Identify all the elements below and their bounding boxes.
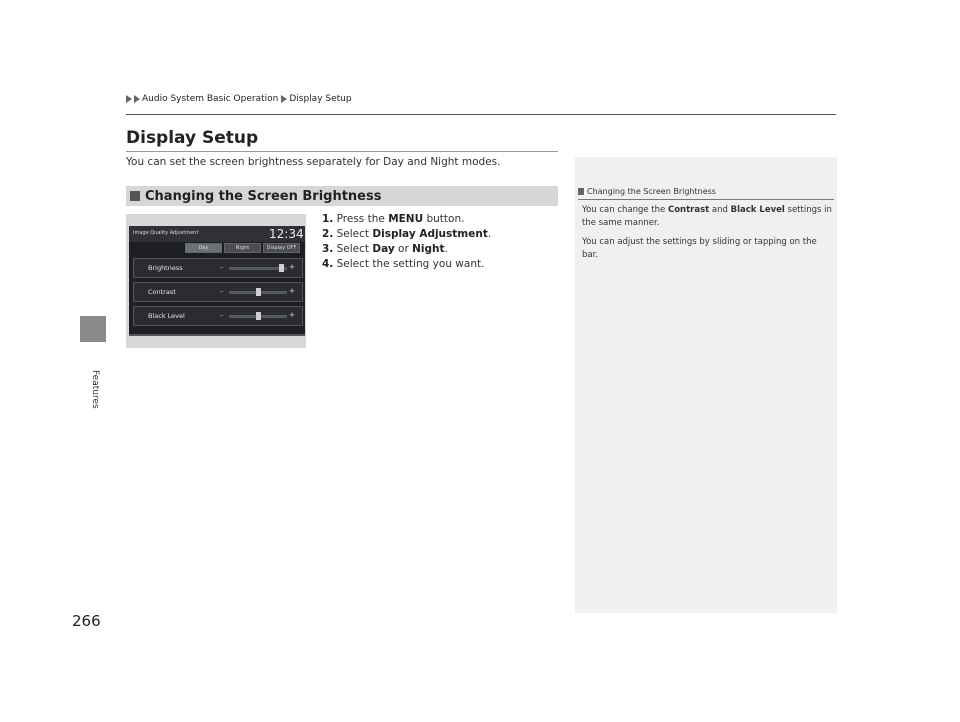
- step-item: [322, 242, 491, 257]
- step-number: 1.: [322, 213, 334, 225]
- note-heading-text: Changing the Screen Brightness: [587, 187, 716, 196]
- tab-display-off[interactable]: Display OFF: [263, 243, 300, 253]
- step-text: button.: [423, 213, 465, 225]
- screen-clock: 12:34: [269, 227, 304, 241]
- screen-title: Image Quality Adjustment: [133, 230, 199, 236]
- tab-day[interactable]: Day: [185, 243, 222, 253]
- breadcrumb: [126, 94, 352, 104]
- square-icon: [130, 191, 140, 201]
- arrow-icon: [134, 95, 140, 103]
- step-number: 3.: [322, 243, 334, 255]
- note-rule: [578, 199, 834, 200]
- step-text: .: [444, 243, 448, 255]
- slider-track[interactable]: [229, 267, 287, 270]
- intro-text: You can set the screen brightness separately for Day and Night modes.: [126, 156, 501, 168]
- screen-image: [129, 226, 305, 334]
- step-text: .: [487, 228, 492, 240]
- step-text: or: [394, 243, 413, 255]
- note-body: [582, 204, 832, 268]
- step-text: Select: [336, 243, 373, 255]
- note-keyword: Black Level: [730, 205, 785, 215]
- step-keyword: MENU: [388, 213, 424, 225]
- step-text: Select the setting you want.: [336, 258, 485, 270]
- brightness-row: [133, 258, 303, 278]
- step-item: [322, 257, 491, 272]
- black-level-row: [133, 306, 303, 326]
- contrast-row: [133, 282, 303, 302]
- plus-button[interactable]: +: [289, 263, 295, 271]
- section-heading: [126, 186, 558, 206]
- step-keyword: Day: [372, 243, 395, 255]
- note-icon: [578, 188, 584, 195]
- steps-list: [322, 212, 491, 272]
- row-label: Contrast: [148, 288, 176, 296]
- row-label: Black Level: [148, 312, 185, 320]
- slider-knob[interactable]: [279, 264, 284, 272]
- step-number: 4.: [322, 258, 334, 270]
- arrow-icon: [126, 95, 132, 103]
- section-heading-text: Changing the Screen Brightness: [145, 188, 382, 204]
- plus-button[interactable]: +: [289, 311, 295, 319]
- step-keyword: Night: [412, 243, 445, 255]
- chapter-label: Features: [90, 370, 100, 409]
- slider-knob[interactable]: [256, 288, 261, 296]
- slider-knob[interactable]: [256, 312, 261, 320]
- chapter-tab: [80, 316, 106, 342]
- note-text: You can change the: [582, 205, 668, 215]
- minus-button[interactable]: –: [220, 263, 224, 271]
- step-item: [322, 227, 491, 242]
- step-keyword: Display Adjustment: [372, 228, 488, 240]
- breadcrumb-level2[interactable]: Display Setup: [289, 94, 352, 104]
- step-text: Select: [336, 228, 373, 240]
- minus-button[interactable]: –: [220, 311, 224, 319]
- page-number: 266: [72, 612, 101, 630]
- step-item: [322, 212, 491, 227]
- note-text: and: [709, 205, 731, 215]
- note-keyword: Contrast: [667, 205, 710, 215]
- breadcrumb-level1[interactable]: Audio System Basic Operation: [142, 94, 279, 104]
- arrow-icon: [281, 95, 287, 103]
- note-paragraph: [582, 204, 832, 230]
- note-paragraph: You can adjust the settings by sliding or tapping on the bar.: [582, 237, 817, 260]
- minus-button[interactable]: –: [220, 287, 224, 295]
- plus-button[interactable]: +: [289, 287, 295, 295]
- header-rule: [126, 114, 836, 115]
- title-rule: [126, 151, 558, 152]
- screen-bottom-bar: [129, 334, 305, 336]
- row-label: Brightness: [148, 264, 183, 272]
- tab-night[interactable]: Night: [224, 243, 261, 253]
- step-text: Press the: [336, 213, 389, 225]
- page-title: Display Setup: [126, 128, 259, 148]
- note-text: settings in the same manner.: [582, 205, 832, 228]
- step-number: 2.: [322, 228, 334, 240]
- note-heading: [578, 187, 716, 196]
